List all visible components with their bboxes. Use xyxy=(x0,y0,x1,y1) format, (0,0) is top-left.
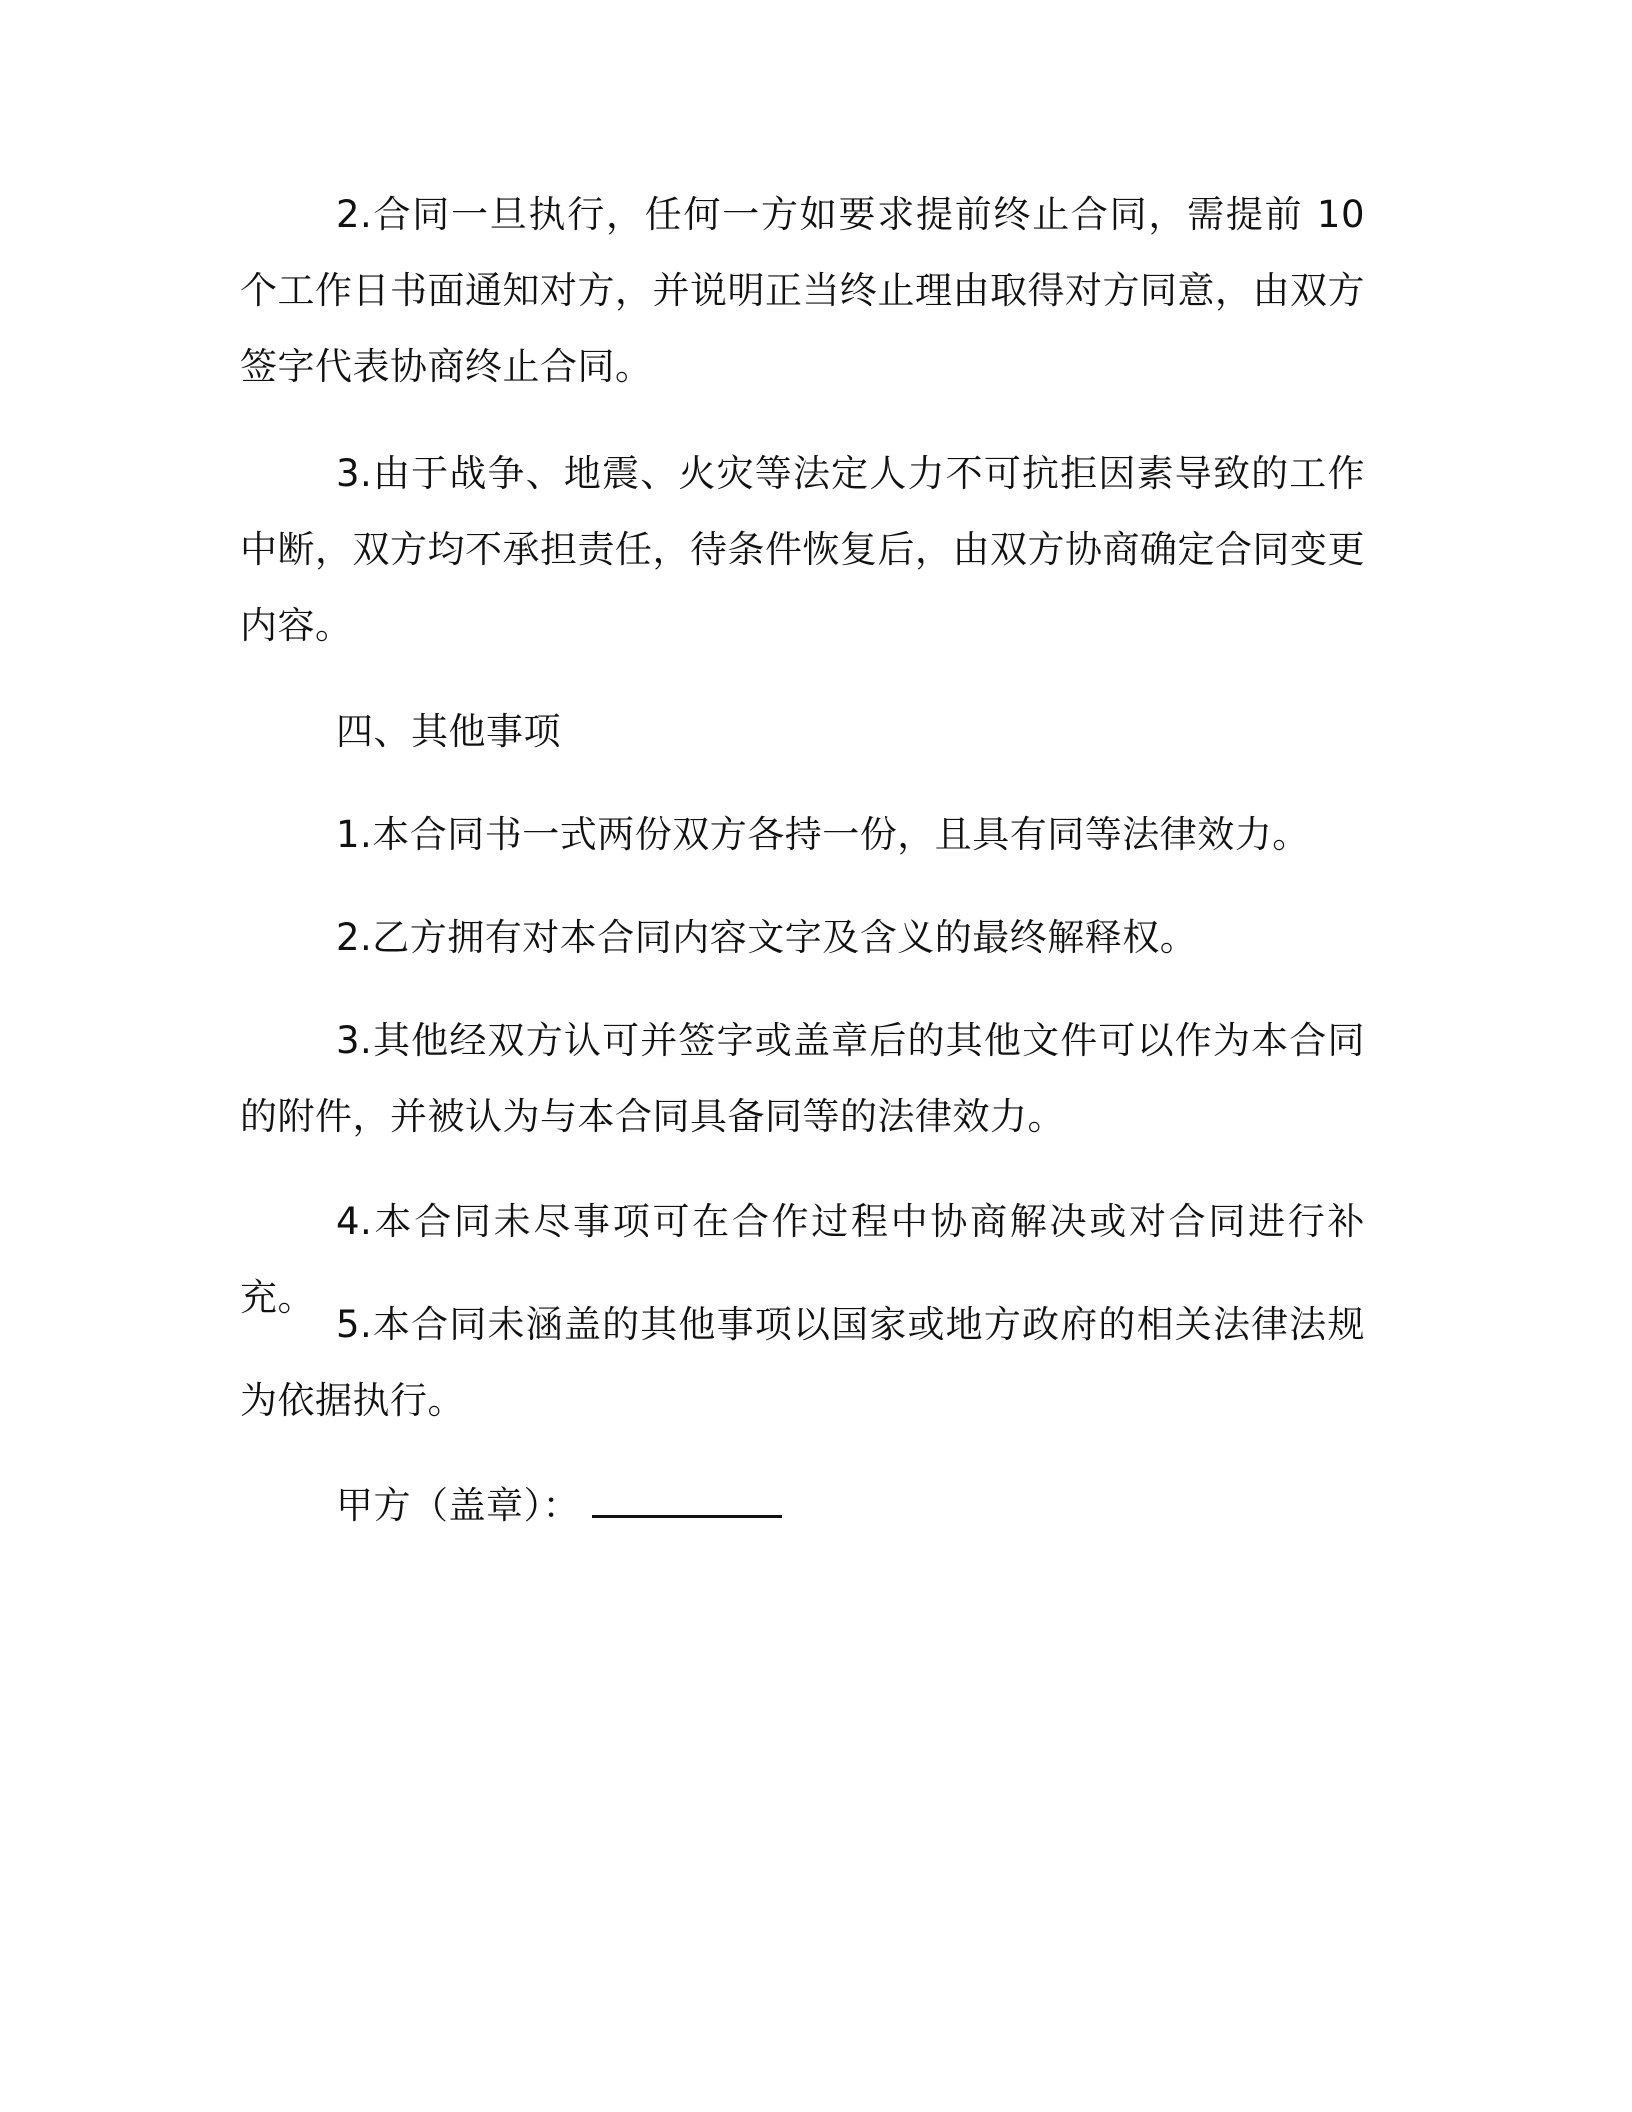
clause-3-item-2: 2.合同一旦执行，任何一方如要求提前终止合同，需提前 10 个工作日书面通知对方，并说明正当终止理由取得对方同意，由双方签字代表协商终止合同。 xyxy=(240,193,1365,388)
clause-4-item-5: 5.本合同未涵盖的其他事项以国家或地方政府的相关法律法规为依据执行。 xyxy=(240,1303,1365,1422)
section-heading-other-matters: 四、其他事项 xyxy=(336,710,561,753)
signature-party-a xyxy=(240,1468,1365,1544)
clause-4-item-2: 2.乙方拥有对本合同内容文字及含义的最终解释权。 xyxy=(336,916,1198,959)
clause-4-item-3: 3.其他经双方认可并签字或盖章后的其他文件可以作为本合同的附件，并被认为与本合同具备同等的法律效力。 xyxy=(240,1019,1365,1138)
clause-3-item-3: 3.由于战争、地震、火灾等法定人力不可抗拒因素导致的工作中断，双方均不承担责任，待条件恢复后，由双方协商确定合同变更内容。 xyxy=(240,452,1365,647)
signature-blank-line xyxy=(592,1477,782,1518)
clause-4-item-1: 1.本合同书一式两份双方各持一份，且具有同等法律效力。 xyxy=(336,813,1310,856)
signature-party-a-label: 甲方（盖章）： xyxy=(336,1484,580,1527)
clause-4-item-4: 4.本合同未尽事项可在合作过程中协商解决或对合同进行补充。 xyxy=(240,1200,1365,1319)
